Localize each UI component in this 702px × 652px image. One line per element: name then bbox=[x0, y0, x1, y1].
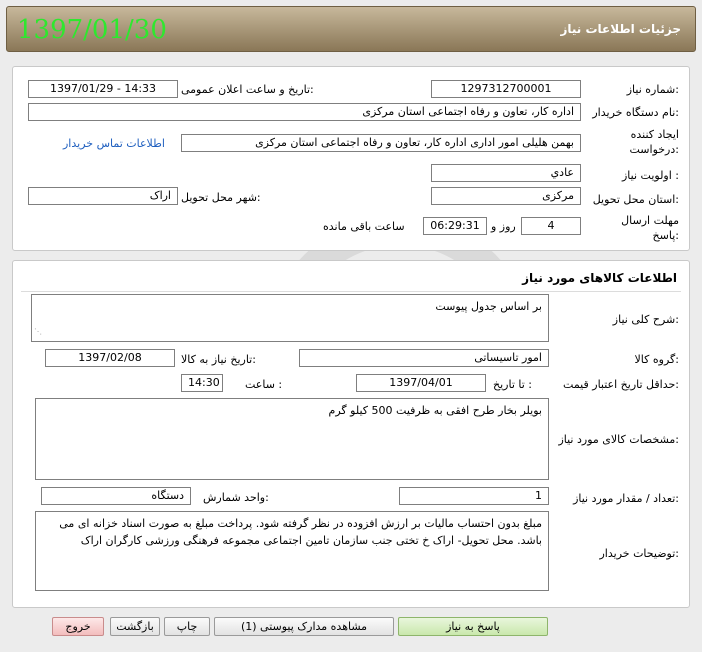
unit-field: دستگاه bbox=[41, 487, 191, 505]
until-date-label: تا تاریخ : bbox=[493, 378, 532, 391]
buyer-notes-text: مبلغ بدون احتساب مالیات بر ارزش افزوده در نظر گرفته شود. پرداخت مبلغ به صورت اسناد خزانه ای می باشد. محل تحویل- اراک خ تختی جنب سازمان تامین اجتماعی مجموعه فرهنگی ورزشی کارگران اراک bbox=[59, 517, 542, 547]
validity-hour-field: 14:30 bbox=[181, 374, 223, 392]
need-number-label: شماره نیاز: bbox=[626, 83, 679, 96]
reply-button[interactable]: پاسخ به نیاز bbox=[398, 617, 548, 636]
buyer-org-field: اداره کار، تعاون و رفاه اجتماعی استان مرکزی bbox=[28, 103, 581, 121]
resize-grip-icon[interactable]: ⋰ bbox=[34, 327, 42, 336]
buyer-notes-label: توضیحات خریدار: bbox=[599, 547, 679, 560]
province-label: استان محل تحویل: bbox=[592, 193, 679, 206]
header-date: 1397/01/30 bbox=[17, 15, 167, 45]
quantity-field: 1 bbox=[399, 487, 549, 505]
goods-group-label: گروه کالا: bbox=[634, 353, 679, 366]
time-left-field: 06:29:31 bbox=[423, 217, 487, 235]
priority-label: اولویت نیاز : bbox=[621, 169, 679, 182]
quantity-label: تعداد / مقدار مورد نیاز: bbox=[573, 492, 679, 505]
specs-label: مشخصات کالای مورد نیاز: bbox=[558, 433, 679, 446]
specs-text: بویلر بخار طرح افقی به ظرفیت 500 کیلو گرم bbox=[328, 404, 542, 417]
section-divider bbox=[21, 291, 681, 292]
until-date-field: 1397/04/01 bbox=[356, 374, 486, 392]
specs-textarea bbox=[35, 398, 549, 480]
view-attachments-button[interactable]: مشاهده مدارک پیوستی (1) bbox=[214, 617, 394, 636]
price-validity-label: حداقل تاریخ اعتبار قیمت: bbox=[563, 378, 679, 391]
page-header bbox=[6, 6, 696, 52]
city-label: شهر محل تحویل: bbox=[181, 191, 261, 204]
need-number-field: 1297312700001 bbox=[431, 80, 581, 98]
summary-textarea bbox=[31, 294, 549, 342]
buyer-org-label: نام دستگاه خریدار: bbox=[592, 106, 679, 119]
summary-label: شرح کلی نیاز: bbox=[612, 313, 679, 326]
print-button[interactable]: چاپ bbox=[164, 617, 210, 636]
unit-label: واحد شمارش: bbox=[203, 491, 269, 504]
city-field: اراک bbox=[28, 187, 178, 205]
goods-info-panel bbox=[12, 260, 690, 608]
creator-label-line1: ایجاد کننده bbox=[630, 128, 679, 141]
deadline-label-line2: پاسخ: bbox=[652, 229, 679, 242]
days-label: روز و bbox=[491, 220, 516, 233]
time-left-label: ساعت باقی مانده bbox=[323, 220, 405, 233]
province-field: مرکزی bbox=[431, 187, 581, 205]
deadline-label-line1: مهلت ارسال bbox=[621, 214, 679, 227]
deadline-days-field: 4 bbox=[521, 217, 581, 235]
announce-datetime-field: 1397/01/29 - 14:33 bbox=[28, 80, 178, 98]
summary-text: بر اساس جدول پیوست bbox=[435, 300, 542, 313]
need-date-label: تاریخ نیاز به کالا: bbox=[181, 353, 256, 366]
priority-field: عادي bbox=[431, 164, 581, 182]
goods-group-field: امور تاسیساتی bbox=[299, 349, 549, 367]
creator-field: بهمن هلیلی امور اداری اداره کار، تعاون و رفاه اجتماعی استان مرکزی bbox=[181, 134, 581, 152]
need-date-field: 1397/02/08 bbox=[45, 349, 175, 367]
exit-button[interactable]: خروج bbox=[52, 617, 104, 636]
back-button[interactable]: بازگشت bbox=[110, 617, 160, 636]
need-info-panel bbox=[12, 66, 690, 251]
announce-datetime-label: تاریخ و ساعت اعلان عمومی: bbox=[181, 83, 314, 96]
buyer-contact-link[interactable]: اطلاعات تماس خریدار bbox=[63, 137, 165, 150]
buyer-notes-textarea bbox=[35, 511, 549, 591]
creator-label-line2: درخواست: bbox=[629, 143, 679, 156]
page-title: جزئیات اطلاعات نیاز bbox=[560, 22, 681, 36]
validity-hour-label: ساعت : bbox=[245, 378, 283, 391]
goods-section-title: اطلاعات کالاهای مورد نیاز bbox=[522, 271, 677, 285]
